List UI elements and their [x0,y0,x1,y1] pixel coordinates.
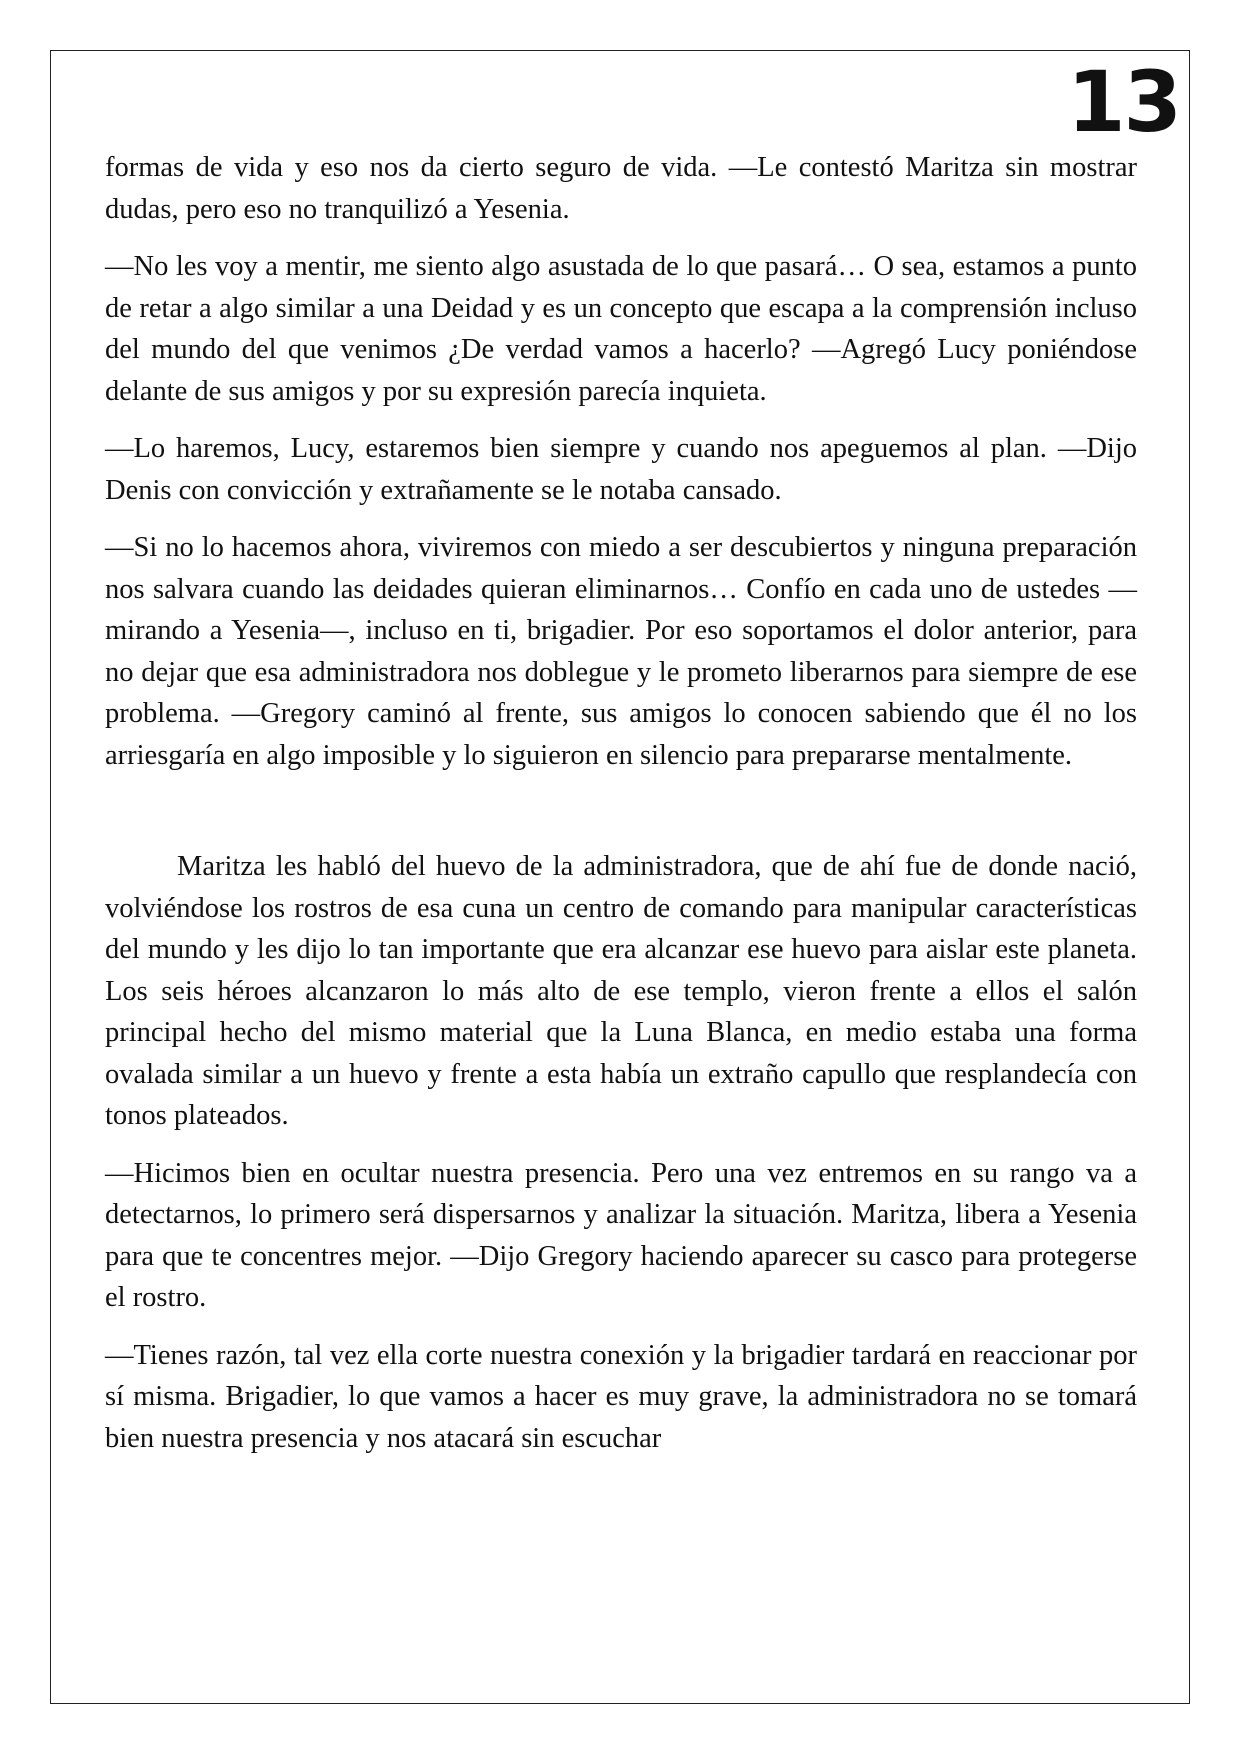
paragraph-3: —Lo haremos, Lucy, estaremos bien siempre y cuando nos apeguemos al plan. —Dijo Denis con convicción y extrañamente se le notaba cansado. [105,433,1137,506]
paragraph-7: —Tienes razón, tal vez ella corte nuestra conexión y la brigadier tardará en reaccionar por sí misma. Brigadier, lo que vamos a hacer es muy grave, la administradora no se tomará bien nuestra presencia y nos atacará sin escuchar [105,1339,1137,1454]
page-number: 13 [1067,53,1180,151]
book-text [105,147,1137,1475]
paragraph-2: —No les voy a mentir, me siento algo asustada de lo que pasará… O sea, estamos a punto de retar a algo similar a una Deidad y es un concepto que escapa a la comprensión incluso del mundo del que venimos ¿De verdad vamos a hacerlo? —Agregó Lucy poniéndose delante de sus amigos y por su expresión parecía inquieta. [105,251,1137,407]
paragraph-5: Maritza les habló del huevo de la administradora, que de ahí fue de donde nació, volviéndose los rostros de esa cuna un centro de comando para manipular características del mundo y les dijo lo tan importante que era alcanzar ese huevo para aislar este planeta. Los seis héroes alcanzaron lo más alto de ese templo, vieron frente a ellos el salón principal hecho del mismo material que la Luna Blanca, en medio estaba una forma ovalada similar a un huevo y frente a esta había un extraño capullo que resplandecía con tonos plateados. [105,851,1137,1131]
section-break [105,792,1137,846]
paragraph-1: formas de vida y eso nos da cierto seguro de vida. —Le contestó Maritza sin mostrar dudas, pero eso no tranquilizó a Yesenia. [105,152,1137,225]
paragraph-4: —Si no lo hacemos ahora, viviremos con miedo a ser descubiertos y ninguna preparación nos salvara cuando las deidades quieran eliminarnos… Confío en cada uno de ustedes —mirando a Yesenia—, incluso en ti, brigadier. Por eso soportamos el dolor anterior, para no dejar que esa administradora nos doblegue y le prometo liberarnos para siempre de ese problema. —Gregory caminó al frente, sus amigos lo conocen sabiendo que él no los arriesgaría en algo imposible y lo siguieron en silencio para prepararse mentalmente. [105,532,1137,771]
paragraph-6: —Hicimos bien en ocultar nuestra presencia. Pero una vez entremos en su rango va a detectarnos, lo primero será dispersarnos y analizar la situación. Maritza, libera a Yesenia para que te concentres mejor. —Dijo Gregory haciendo aparecer su casco para protegerse el rostro. [105,1157,1137,1313]
